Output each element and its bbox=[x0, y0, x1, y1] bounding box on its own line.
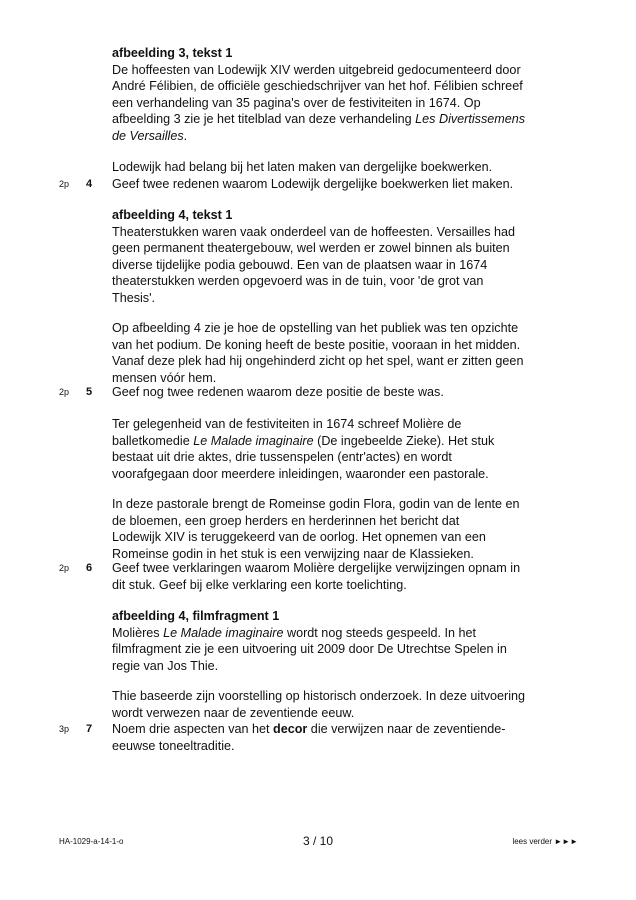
section-filmfragment bbox=[112, 608, 582, 674]
paragraph bbox=[112, 496, 582, 562]
book-title: de Versailles bbox=[112, 128, 184, 143]
paragraph-line: geen permanent theatergebouw, wel werden er zowel binnen als buiten bbox=[112, 241, 510, 256]
question-number: 5 bbox=[86, 386, 93, 398]
paragraph-line: André Félibien, de officiële geschiedschrijver van het hof. Félibien schreef bbox=[112, 79, 523, 94]
paragraph bbox=[112, 416, 582, 482]
paragraph-line bbox=[112, 111, 582, 128]
question-points: 2p bbox=[59, 387, 70, 397]
book-title: Les Divertissemens bbox=[415, 112, 526, 127]
question-number: 7 bbox=[86, 723, 93, 735]
question-points: 2p bbox=[59, 179, 70, 189]
question-7 bbox=[112, 721, 582, 754]
paragraph-line: filmfragment zie je een uitvoering uit 2009 door De Utrechtse Spelen in bbox=[112, 642, 507, 657]
paragraph-line bbox=[112, 433, 582, 450]
exam-code: HA-1029-a-14-1-o bbox=[59, 837, 124, 846]
paragraph-line: Thie baseerde zijn voorstelling op historisch onderzoek. In deze uitvoering bbox=[112, 689, 526, 703]
paragraph-line: Theaterstukken waren vaak onderdeel van de hoffeesten. Versailles had bbox=[112, 224, 516, 239]
question-4 bbox=[112, 176, 582, 193]
paragraph-line: voorafgegaan door meerdere inleidingen, waaronder een pastorale. bbox=[112, 466, 489, 481]
paragraph-line: van het podium. De koning heeft de beste positie, vooraan in het midden. bbox=[112, 337, 521, 352]
play-title: Le Malade imaginaire bbox=[163, 625, 284, 640]
paragraph-line: Op afbeelding 4 zie je hoe de opstelling van het publiek was ten opzichte bbox=[112, 321, 519, 335]
emphasis: decor bbox=[273, 722, 308, 736]
paragraph-line: wordt verwezen naar de zeventiende eeuw. bbox=[112, 705, 355, 720]
play-title: Le Malade imaginaire bbox=[193, 433, 314, 448]
paragraph-line: Lodewijk had belang bij het laten maken van dergelijke boekwerken. bbox=[112, 160, 493, 174]
question-6 bbox=[112, 560, 582, 593]
paragraph-line: Romeinse godin in het stuk is een verwijzing naar de Klassieken. bbox=[112, 546, 474, 561]
text-run: Molières bbox=[112, 625, 164, 640]
text-run: afbeelding 3 zie je het titelblad van deze verhandeling bbox=[112, 112, 416, 127]
question-number: 4 bbox=[86, 178, 93, 190]
paragraph-line: bestaat uit drie aktes, drie tussenspelen (entr'actes) en wordt bbox=[112, 450, 452, 465]
question-text bbox=[112, 721, 582, 738]
question-text: dit stuk. Geef bij elke verklaring een korte toelichting. bbox=[112, 577, 407, 592]
text-run: die verwijzen naar de zeventiende- bbox=[307, 722, 506, 736]
section-afbeelding-4 bbox=[112, 207, 582, 307]
next-page-link: lees verder ►►► bbox=[512, 837, 578, 846]
question-text: Geef twee verklaringen waarom Molière dergelijke verwijzingen opnam in bbox=[112, 561, 521, 575]
section-heading: afbeelding 3, tekst 1 bbox=[112, 46, 233, 60]
question-text: Geef nog twee redenen waarom deze positie de beste was. bbox=[112, 385, 444, 399]
text-run: . bbox=[183, 128, 188, 143]
paragraph-line: regie van Jos Thie. bbox=[112, 658, 219, 673]
question-number: 6 bbox=[86, 562, 93, 574]
text-run: (De ingebeelde Zieke). Het stuk bbox=[313, 433, 495, 448]
question-text: Geef twee redenen waarom Lodewijk dergelijke boekwerken liet maken. bbox=[112, 177, 514, 191]
paragraph-line: Thesis'. bbox=[112, 290, 155, 305]
question-5 bbox=[112, 384, 582, 401]
paragraph-line: In deze pastorale brengt de Romeinse godin Flora, godin van de lente en bbox=[112, 497, 520, 511]
paragraph-line bbox=[112, 625, 582, 642]
text-run: wordt nog steeds gespeeld. In het bbox=[283, 625, 477, 640]
paragraph-line: diverse tijdelijke podia gebouwd. Een van de plaatsen waar in 1674 bbox=[112, 257, 488, 272]
question-text: eeuwse toneeltraditie. bbox=[112, 738, 235, 753]
section-heading: afbeelding 4, filmfragment 1 bbox=[112, 609, 280, 623]
paragraph-line: Lodewijk XIV is teruggekeerd van de oorlog. Het opnemen van een bbox=[112, 530, 486, 545]
section-afbeelding-3 bbox=[112, 45, 582, 145]
paragraph bbox=[112, 688, 582, 721]
paragraph-line bbox=[112, 128, 582, 145]
paragraph bbox=[112, 159, 582, 176]
section-heading: afbeelding 4, tekst 1 bbox=[112, 208, 233, 222]
paragraph-line: een verhandeling van 35 pagina's over de festiviteiten in 1674. Op bbox=[112, 95, 481, 110]
paragraph-line: theaterstukken werden opgevoerd was in de tuin, voor 'de grot van bbox=[112, 274, 484, 289]
text-run: Noem drie aspecten van het bbox=[112, 722, 274, 736]
paragraph-line: mensen vóór hem. bbox=[112, 370, 217, 385]
paragraph-line: De hoffeesten van Lodewijk XIV werden uitgebreid gedocumenteerd door bbox=[112, 62, 521, 77]
paragraph bbox=[112, 320, 582, 386]
paragraph-line: Vanaf deze plek had hij ongehinderd zicht op het spel, want er zitten geen bbox=[112, 354, 524, 369]
page-number: 3 / 10 bbox=[302, 834, 334, 848]
question-points: 2p bbox=[59, 563, 70, 573]
text-run: balletkomedie bbox=[112, 433, 194, 448]
question-points: 3p bbox=[59, 724, 70, 734]
paragraph-line: de bloemen, een groep herders en herderinnen het bericht dat bbox=[112, 513, 460, 528]
paragraph-line: Ter gelegenheid van de festiviteiten in 1674 schreef Molière de bbox=[112, 417, 462, 431]
